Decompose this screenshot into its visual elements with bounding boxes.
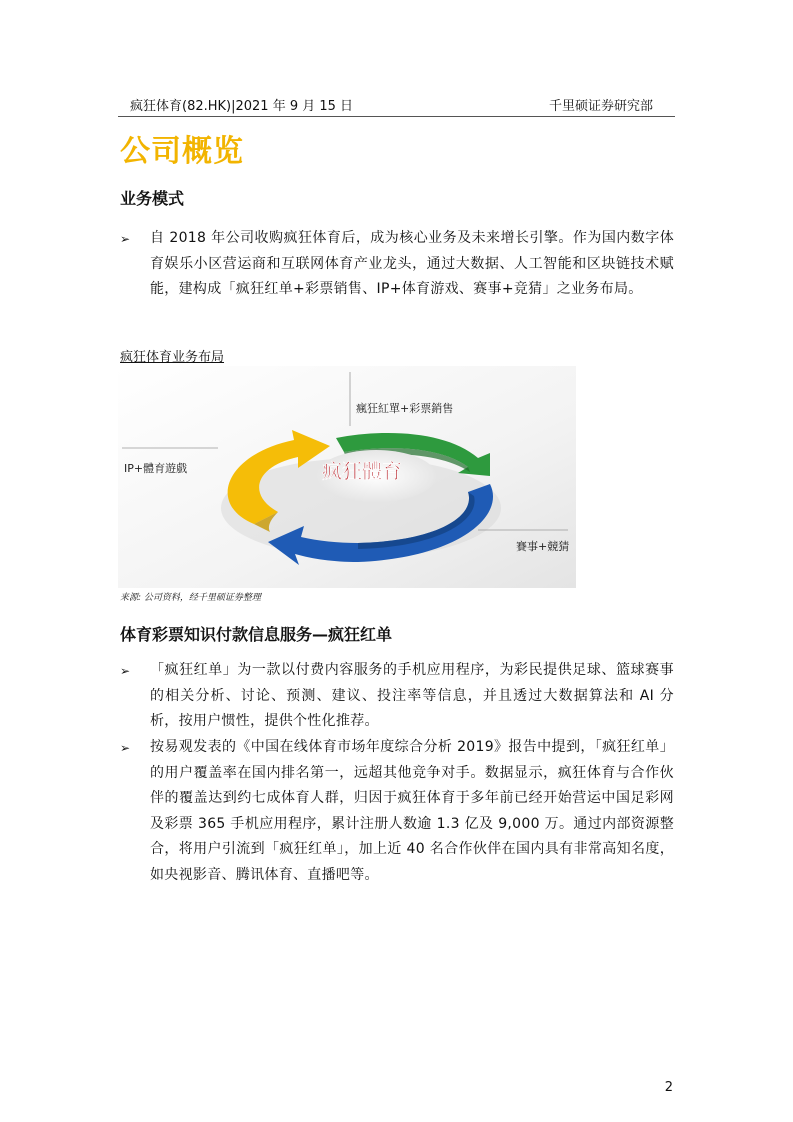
section-heading-business-model: 业务模式 — [120, 189, 185, 208]
bullet-icon: ➢ — [120, 664, 131, 678]
page-number: 2 — [664, 1080, 673, 1095]
center-label: 疯狂體育 — [322, 459, 402, 483]
bullet-icon: ➢ — [120, 232, 131, 246]
header-report-info: 疯狂体育(82.HK)|2021 年 9 月 15 日 — [130, 99, 354, 114]
label-ip-sports-games: IP+體育遊戲 — [124, 462, 188, 475]
label-red-tips-lottery: 瘋狂紅單+彩票銷售 — [356, 402, 454, 415]
crazy-red-tips-description: 「疯狂红单」为一款以付费内容服务的手机应用程序，为彩民提供足球、篮球赛事的相关分析、讨论、预测、建议、投注率等信息，并且透过大数据算法和 AI 分析，按用户惯性，提供个性化推荐。 — [150, 662, 674, 729]
header-department: 千里硕证券研究部 — [548, 99, 653, 114]
bullet-icon: ➢ — [120, 741, 131, 755]
figure-title: 疯狂体育业务布局 — [120, 350, 225, 365]
market-coverage-paragraph: 按易观发表的《中国在线体育市场年度综合分析 2019》报告中提到，「疯狂红单」的用户覆盖率在国内排名第一，远超其他竞争对手。数据显示，疯狂体育与合作伙伴的覆盖达到约七成体育人群，归因于疯狂体育于多年前已经开始营运中国足彩网及彩票 365 手机应用程序，累计注册人数逾 1.3 亿及 9,000 万。通过内部资源整合，将用户引流到「疯狂红单」，加上近 40 名合作伙伴在国内具有非常高知名度，如央视影音、腾讯体育、直播吧等。 — [150, 739, 674, 883]
page-title: 公司概览 — [120, 134, 244, 169]
business-model-paragraph: 自 2018 年公司收购疯狂体育后，成为核心业务及未来增长引擎。作为国内数字体育娱乐小区营运商和互联网体育产业龙头，通过大数据、人工智能和区块链技术赋能，建构成「疯狂红单+彩票销售、IP+体育游戏、赛事+竞猜」之业务布局。 — [150, 230, 674, 297]
section-heading-crazy-red-tips: 体育彩票知识付款信息服务—疯狂红单 — [120, 625, 393, 644]
header-divider — [118, 116, 675, 117]
business-layout-diagram — [118, 366, 576, 588]
label-events-betting: 賽事+競猜 — [516, 540, 570, 553]
figure-source: 来源: 公司资料，经千里硕证券整理 — [120, 593, 261, 603]
